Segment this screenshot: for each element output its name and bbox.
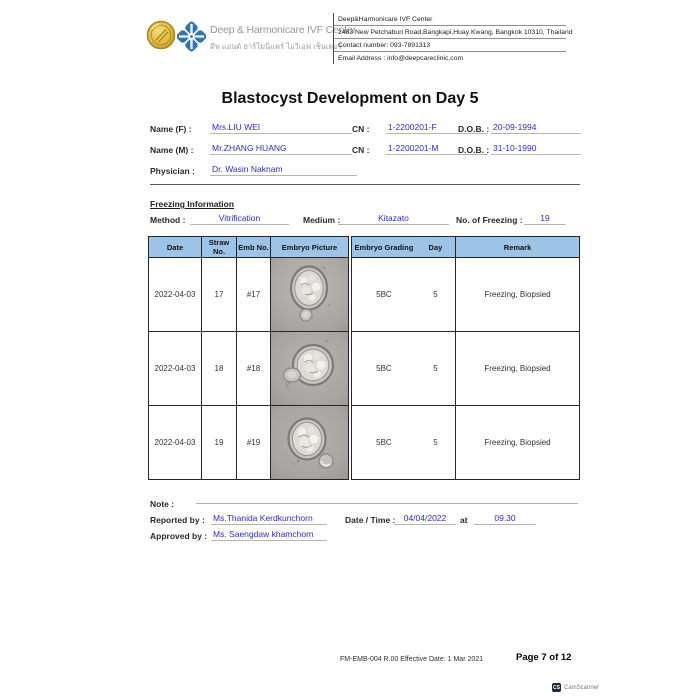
table-row [352, 258, 580, 332]
date-value: 04/04/2022 [394, 513, 456, 525]
method-label: Method : [150, 215, 186, 225]
table-header-row [149, 237, 349, 258]
cell-date: 2022-04-03 [149, 406, 202, 480]
physician-label: Physician : [150, 166, 195, 176]
name-m-value: Mr.ZHANG HUANG [210, 143, 352, 155]
name-f-label: Name (F) : [150, 124, 192, 134]
clinic-coin-logo [146, 20, 176, 50]
medium-label: Medium : [303, 215, 341, 225]
col-header-grading-day [352, 237, 456, 258]
clinic-info-box [333, 13, 573, 64]
table-row [352, 332, 580, 406]
note-field [196, 494, 578, 504]
col-header-straw: Straw No. [202, 237, 237, 258]
col-header-day: Day [428, 242, 443, 252]
cell-grading: 5BC [376, 438, 392, 447]
cell-grading: 5BC [376, 364, 392, 373]
dob-f-value: 20-09-1994 [491, 122, 581, 134]
embryo-photo [271, 258, 348, 331]
clinic-name-thai: ดีพ แอนด์ ฮาร์โมนิแคร์ ไอวีเอฟ เซ็นเตอร์ [210, 42, 342, 51]
physician-value: Dr. Wasin Naknam [210, 164, 357, 176]
table-row [149, 332, 349, 406]
embryo-table-right [351, 236, 580, 480]
clinic-name: Deep & Harmonicare IVF Center [210, 24, 356, 36]
table-header-row [352, 237, 580, 258]
freezing-count-value: 19 [524, 213, 566, 225]
cn-f-label: CN : [352, 124, 370, 134]
page-title: Blastocyst Development on Day 5 [221, 90, 479, 107]
note-label: Note : [150, 499, 175, 509]
camscanner-watermark [552, 683, 599, 692]
dob-m-label: D.O.B. : [458, 145, 490, 155]
cell-grading-day [352, 258, 456, 332]
dob-f-label: D.O.B. : [458, 124, 490, 134]
col-header-emb: Emb No. [237, 237, 271, 258]
table-row [352, 406, 580, 480]
clinic-clover-logo [177, 21, 206, 52]
reported-by-label: Reported by : [150, 515, 205, 525]
col-header-remark: Remark [456, 237, 580, 258]
cell-emb: #18 [237, 332, 271, 406]
cn-m-label: CN : [352, 145, 370, 155]
method-value: Vitrification [190, 213, 289, 225]
time-value: 09.30 [474, 513, 536, 525]
cell-straw: 19 [202, 406, 237, 480]
document-reference: FM-EMB-004 R.00 Effective Date: 1 Mar 2021 [340, 656, 484, 663]
embryo-table-left [148, 236, 349, 480]
clinic-info-email: Email Address : info@deepcareclinic.com [338, 54, 464, 62]
dob-m-value: 31-10-1990 [491, 143, 581, 155]
cell-grading-day [352, 332, 456, 406]
medium-value: Kitazato [338, 213, 449, 225]
name-f-value: Mrs.LIU WEI [210, 122, 352, 134]
cn-m-value: 1-2200201-M [386, 143, 488, 155]
datetime-label: Date / Time : [345, 515, 396, 525]
embryo-photo [271, 406, 348, 479]
cell-date: 2022-04-03 [149, 258, 202, 332]
table-row [149, 406, 349, 480]
section-divider [150, 184, 580, 185]
cell-picture [271, 258, 349, 332]
cell-picture [271, 332, 349, 406]
name-m-label: Name (M) : [150, 145, 194, 155]
cell-remark: Freezing, Biopsied [456, 258, 580, 332]
freezing-section-title: Freezing Information [150, 199, 235, 209]
col-header-date: Date [149, 237, 202, 258]
cell-grading-day [352, 406, 456, 480]
clinic-info-address: 2483 New Petchaburi Road,Bangkapi,Huay Kwang, Bangkok 10310, Thailand [334, 26, 566, 39]
approved-by-label: Approved by : [150, 531, 208, 541]
cell-remark: Freezing, Biopsied [456, 332, 580, 406]
clinic-info-phone: Contact number: 093-7891313 [334, 39, 566, 52]
camscanner-label: CamScanner [564, 684, 600, 691]
cell-date: 2022-04-03 [149, 332, 202, 406]
cell-straw: 18 [202, 332, 237, 406]
cell-day: 5 [433, 290, 438, 299]
cell-picture [271, 406, 349, 480]
embryo-photo [271, 332, 348, 405]
cell-emb: #17 [237, 258, 271, 332]
at-label: at [460, 515, 468, 525]
freezing-count-label: No. of Freezing : [456, 215, 523, 225]
col-header-grading: Embryo Grading [354, 242, 414, 252]
cell-remark: Freezing, Biopsied [456, 406, 580, 480]
cell-day: 5 [433, 438, 438, 447]
camscanner-icon: CS [553, 684, 560, 691]
cn-f-value: 1-2200201-F [386, 122, 488, 134]
table-row [149, 258, 349, 332]
approved-by-value: Ms. Saengdaw khamchorn [211, 529, 327, 541]
cell-day: 5 [433, 364, 438, 373]
clinic-info-name: Deep&Harmonicare IVF Center [334, 13, 566, 26]
page-number: Page 7 of 12 [516, 652, 572, 663]
cell-straw: 17 [202, 258, 237, 332]
reported-by-value: Ms.Thanida Kerdkunchorn [211, 513, 327, 525]
col-header-picture: Embryo Picture [271, 237, 349, 258]
cell-grading: 5BC [376, 290, 392, 299]
cell-emb: #19 [237, 406, 271, 480]
